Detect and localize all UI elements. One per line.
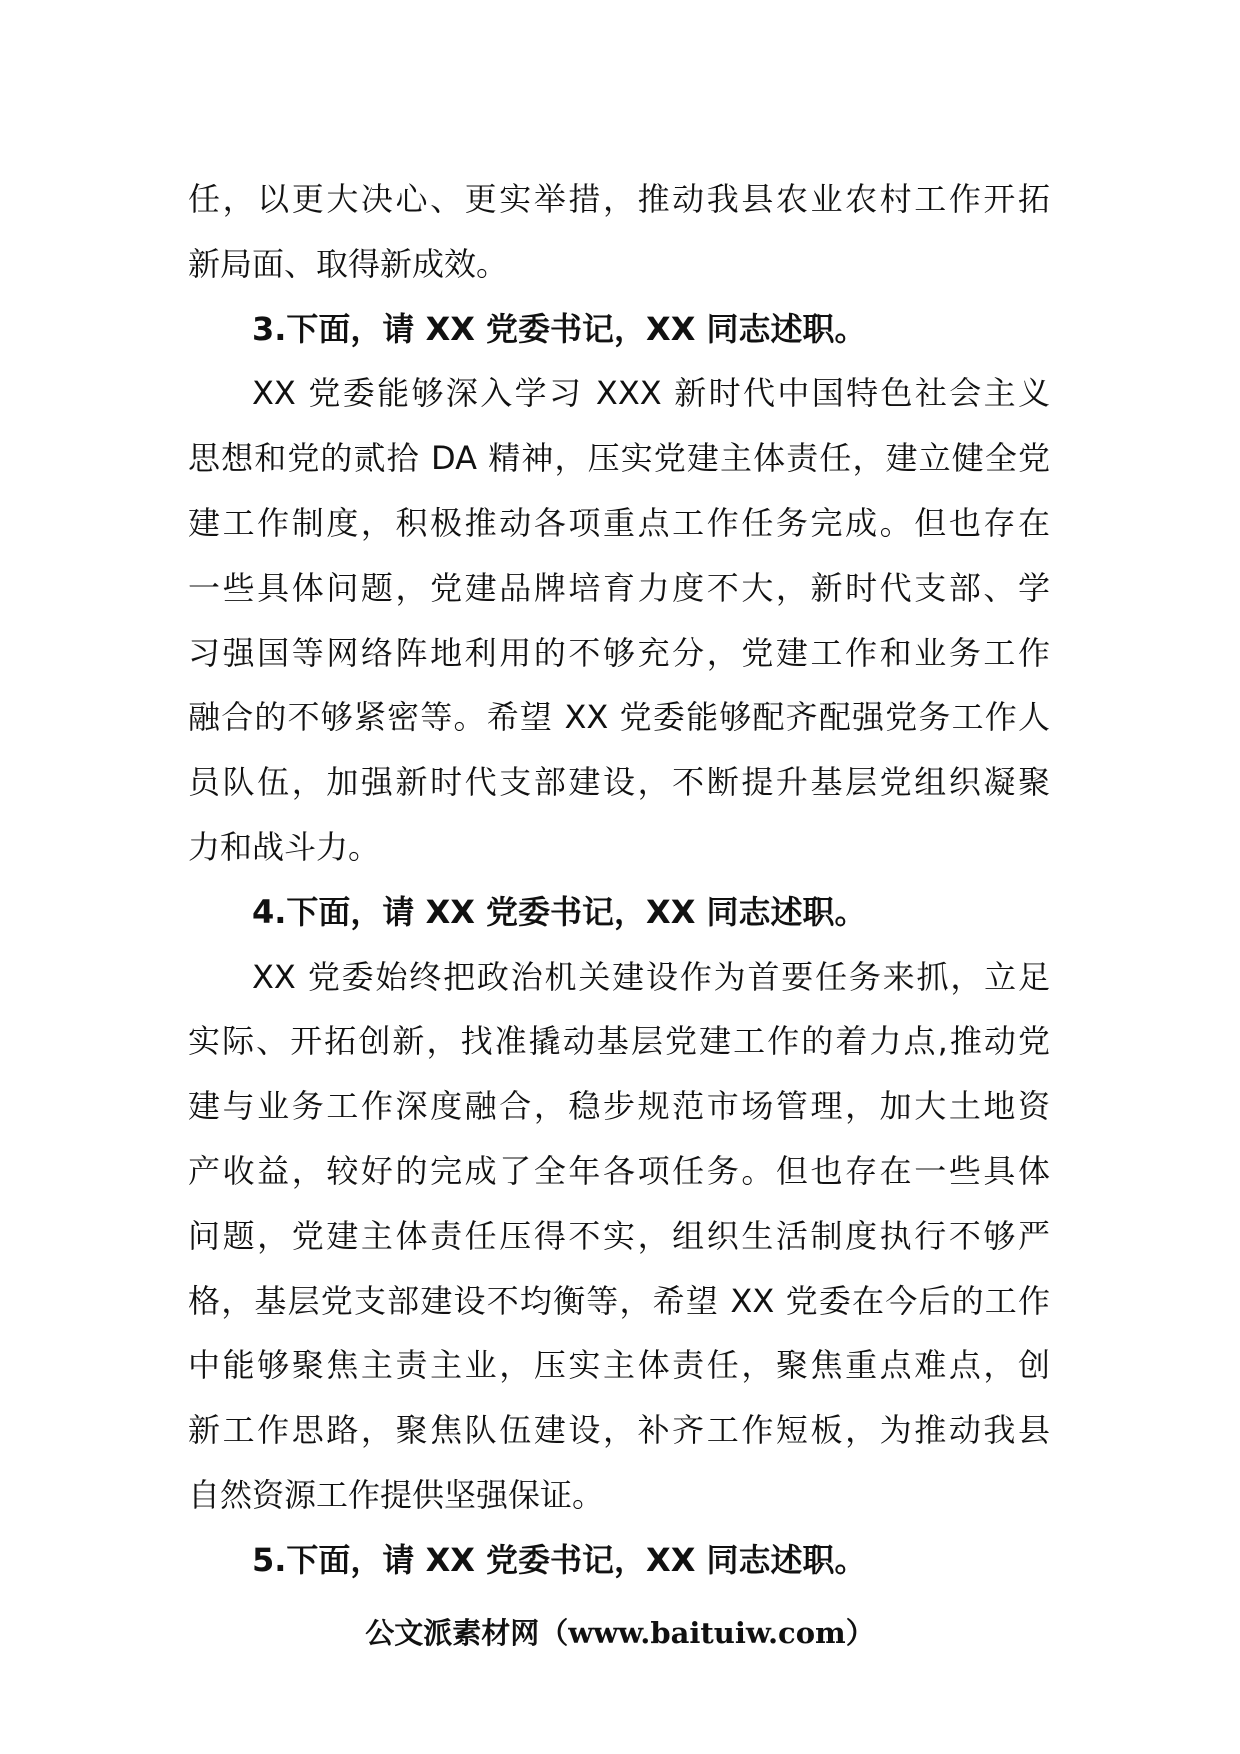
paragraph-line: 中能够聚焦主责主业，压实主体责任，聚焦重点难点，创 [188,1346,1050,1385]
document-body [188,167,1050,1593]
paragraph-line: 产收益，较好的完成了全年各项任务。但也存在一些具体 [188,1151,1050,1190]
paragraph-line: XX 党委能够深入学习 XXX 新时代中国特色社会主义 [252,374,1050,413]
paragraph-line: 新工作思路，聚焦队伍建设，补齐工作短板，为推动我县 [188,1411,1050,1450]
paragraph-line: 建工作制度，积极推动各项重点工作任务完成。但也存在 [188,503,1050,542]
paragraph-line: 建与业务工作深度融合，稳步规范市场管理，加大土地资 [188,1087,1050,1126]
paragraph-line: 习强国等网络阵地利用的不够充分，党建工作和业务工作 [188,633,1050,672]
paragraph-line: 一些具体问题，党建品牌培育力度不大，新时代支部、学 [188,568,1050,607]
paragraph-line: 思想和党的贰拾 DA 精神，压实党建主体责任，建立健全党 [188,439,1050,478]
paragraph-line: 力和战斗力。 [188,827,381,866]
section-heading-5: 5.下面，请 XX 党委书记，XX 同志述职。 [252,1540,867,1579]
paragraph-line: 问题，党建主体责任压得不实，组织生活制度执行不够严 [188,1216,1050,1255]
section-heading-4: 4.下面，请 XX 党委书记，XX 同志述职。 [252,892,867,931]
paragraph-line: 员队伍，加强新时代支部建设，不断提升基层党组织凝聚 [188,763,1050,802]
section-heading-3: 3.下面，请 XX 党委书记，XX 同志述职。 [252,309,867,348]
paragraph-line: 格，基层党支部建设不均衡等，希望 XX 党委在今后的工作 [188,1281,1050,1320]
paragraph-line: XX 党委始终把政治机关建设作为首要任务来抓，立足 [252,957,1050,996]
paragraph-line: 融合的不够紧密等。希望 XX 党委能够配齐配强党务工作人 [188,698,1050,737]
paragraph-line: 实际、开拓创新，找准撬动基层党建工作的着力点,推动党 [188,1022,1050,1061]
footer-website: 公文派素材网（www.baituiw.com） [365,1616,875,1650]
paragraph-line: 自然资源工作提供坚强保证。 [188,1475,605,1514]
paragraph-line: 新局面、取得新成效。 [188,244,509,283]
paragraph-line: 任，以更大决心、更实举措，推动我县农业农村工作开拓 [188,180,1050,218]
